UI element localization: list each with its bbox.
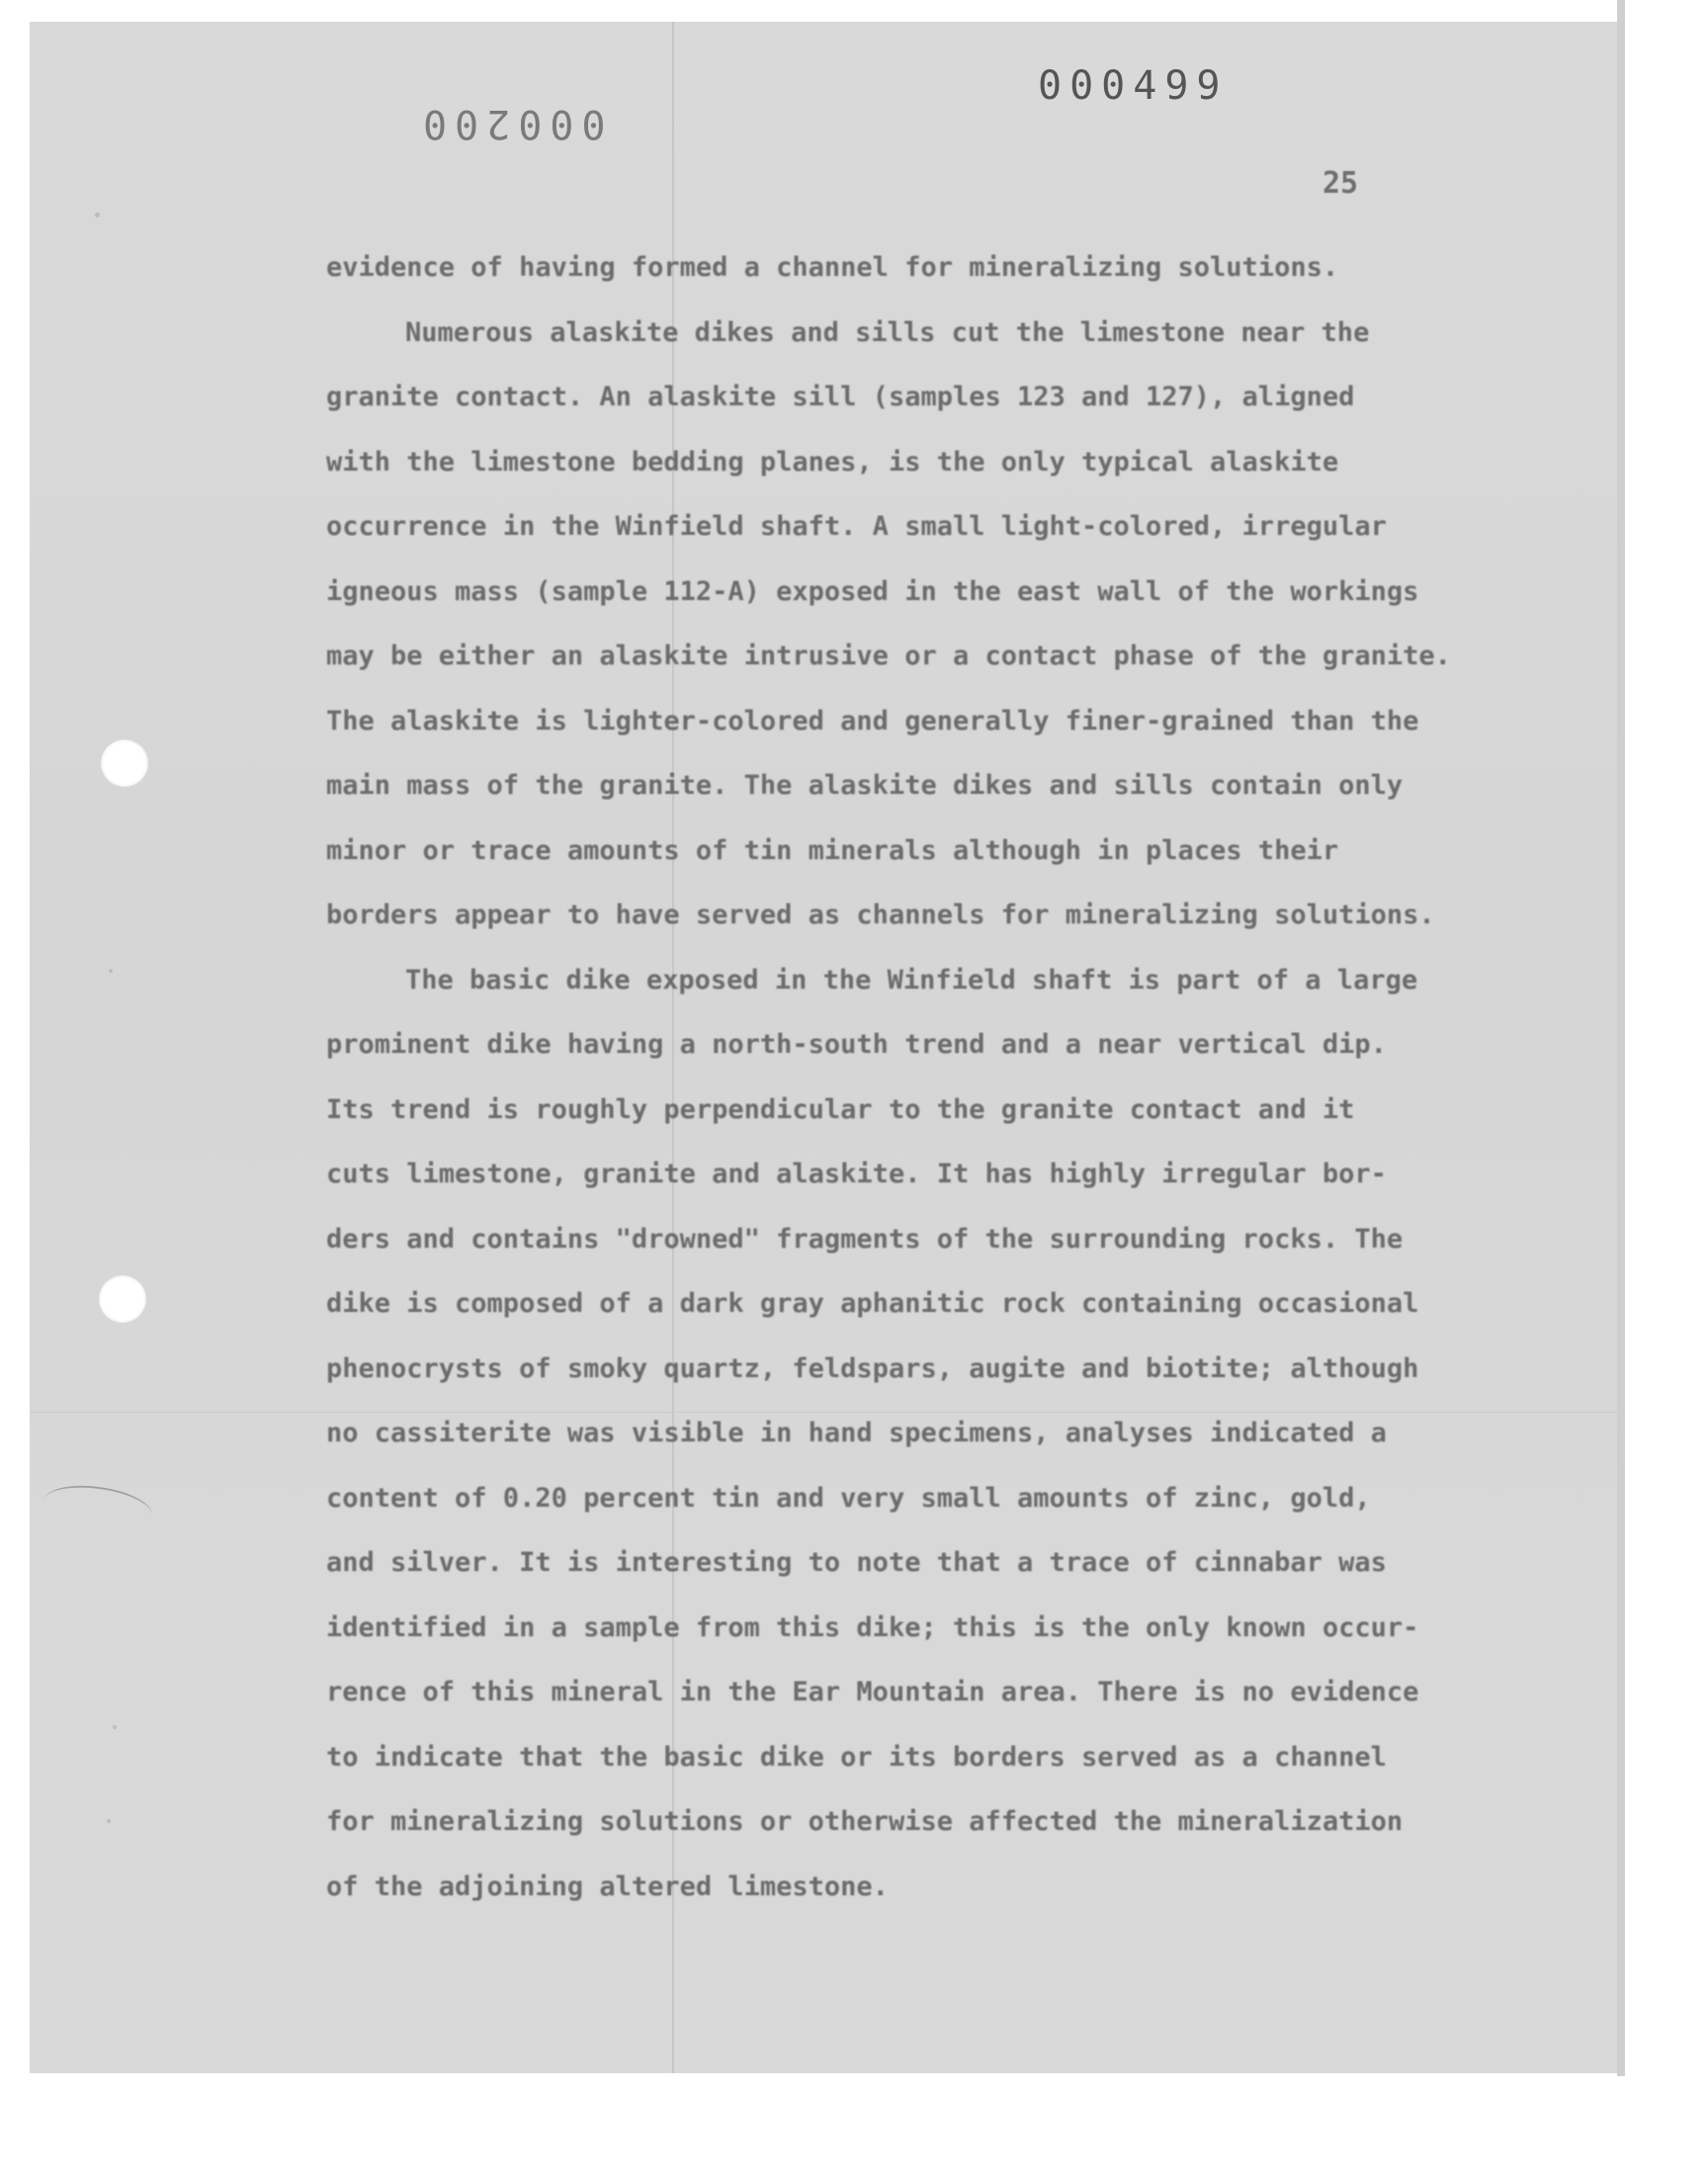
text-line: Numerous alaskite dikes and sills cut the limestone near the (405, 316, 1370, 348)
speck-mark (95, 213, 100, 218)
text-line: content of 0.20 percent tin and very small amounts of zinc, gold, (326, 1482, 1371, 1514)
text-line: to indicate that the basic dike or its borders served as a channel (326, 1741, 1387, 1773)
paper-edge (1617, 0, 1625, 2076)
text-line: no cassiterite was visible in hand specimens, analyses indicated a (326, 1418, 1387, 1448)
stamp-number: 000499 (1038, 63, 1229, 109)
text-line: Its trend is roughly perpendicular to the granite contact and it (326, 1093, 1355, 1125)
text-line: phenocrysts of smoky quartz, feldspars, augite and biotite; although (326, 1352, 1419, 1384)
text-line: for mineralizing solutions or otherwise affected the mineralization (326, 1806, 1404, 1837)
text-line: minor or trace amounts of tin minerals although in places their (326, 834, 1339, 866)
text-line: may be either an alaskite intrusive or a contact phase of the granite. (326, 641, 1451, 671)
text-line: rence of this mineral in the Ear Mountain area. There is no evidence (326, 1677, 1419, 1707)
speck-mark (107, 1819, 111, 1823)
text-line: dike is composed of a dark gray aphanitic rock containing occasional (326, 1288, 1419, 1319)
text-line: evidence of having formed a channel for mineralizing solutions. (326, 252, 1339, 283)
text-line: occurrence in the Winfield shaft. A small light-colored, irregular (326, 511, 1387, 542)
text-line: granite contact. An alaskite sill (samples 123 and 127), aligned (326, 382, 1355, 412)
text-line: The basic dike exposed in the Winfield shaft is part of a large (405, 964, 1418, 996)
text-line: The alaskite is lighter-colored and generally finer-grained than the (326, 705, 1419, 737)
body-text (326, 235, 1483, 1919)
text-line: of the adjoining altered limestone. (326, 1870, 889, 1902)
stamp-number-inverted: 000200 (415, 101, 606, 146)
text-line: borders appear to have served as channels for mineralizing solutions. (326, 900, 1435, 930)
text-line: with the limestone bedding planes, is the only typical alaskite (326, 446, 1339, 478)
punch-hole-upper (101, 740, 148, 787)
punch-hole-lower (99, 1275, 146, 1323)
text-line: identified in a sample from this dike; this is the only known occur- (326, 1611, 1419, 1643)
text-line: cuts limestone, granite and alaskite. It has highly irregular bor- (326, 1159, 1387, 1189)
text-line: ders and contains "drowned" fragments of the surrounding rocks. The (326, 1223, 1404, 1255)
speck-mark (109, 969, 113, 973)
speck-mark (113, 1725, 117, 1729)
text-line: and silver. It is interesting to note that a trace of cinnabar was (326, 1547, 1387, 1578)
text-line: igneous mass (sample 112-A) exposed in the east wall of the workings (326, 575, 1419, 607)
text-line: prominent dike having a north-south trend and a near vertical dip. (326, 1029, 1387, 1060)
page-number: 25 (1323, 166, 1359, 201)
text-line: main mass of the granite. The alaskite dikes and sills contain only (326, 770, 1404, 801)
